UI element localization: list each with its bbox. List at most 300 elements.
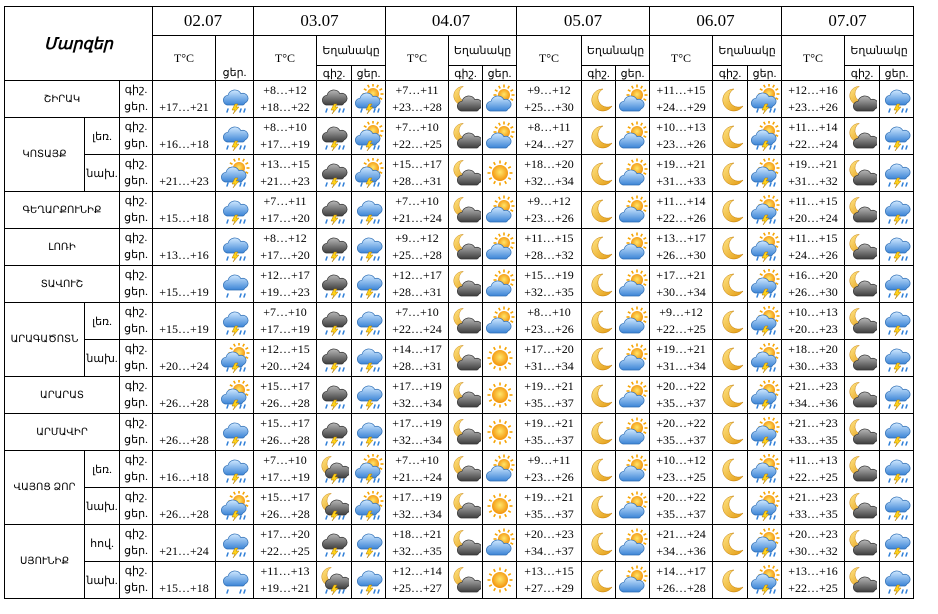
weather-cell-day xyxy=(352,414,386,451)
weather-cell-day xyxy=(616,229,650,266)
storm-cloud-icon xyxy=(220,417,250,447)
weather-cell-night xyxy=(317,451,352,488)
moon-icon xyxy=(715,84,745,114)
night-temp: +8…+11 xyxy=(527,120,571,134)
moon-icon xyxy=(584,565,614,595)
weather-cell-night xyxy=(713,451,748,488)
weather-cell-night xyxy=(449,81,483,118)
night-temp: +12…+15 xyxy=(260,342,310,356)
temperature-cell xyxy=(254,303,317,340)
weather-cell-day xyxy=(352,266,386,303)
temperature-cell xyxy=(386,340,449,377)
weather-cell-night xyxy=(713,377,748,414)
weather-cell-day xyxy=(616,562,650,599)
night-temp: +11…+15 xyxy=(788,231,838,245)
region-name: ԱՐԱՐԱՏ xyxy=(5,377,120,414)
storm-cloud-icon xyxy=(882,84,912,114)
weather-cell-day xyxy=(483,414,517,451)
night-temp: +11…+13 xyxy=(260,564,310,578)
weather-cell-night xyxy=(713,414,748,451)
weather-cell-day xyxy=(352,81,386,118)
moon-cloud-icon xyxy=(451,565,481,595)
weather-cell-day xyxy=(748,303,782,340)
weather-cell-night xyxy=(713,303,748,340)
day-subheader: ցեր. xyxy=(352,66,386,81)
storm-cloud-icon xyxy=(354,306,384,336)
rain-cloud-icon xyxy=(220,565,250,595)
temperature-cell xyxy=(254,266,317,303)
weather-cell xyxy=(216,488,254,525)
day-temp: +28…+32 xyxy=(524,248,574,262)
storm-cloud-icon xyxy=(882,195,912,225)
night-temp: +15…+17 xyxy=(392,157,442,171)
temperature-cell xyxy=(254,451,317,488)
forecast-body xyxy=(5,81,914,599)
night-temp: +8…+12 xyxy=(263,83,307,97)
moon-cloud-icon xyxy=(847,491,877,521)
day-temp: +30…+32 xyxy=(788,544,838,558)
weather-cell-day xyxy=(748,340,782,377)
night-temp: +20…+22 xyxy=(656,490,706,504)
weather-cell-night xyxy=(449,377,483,414)
weather-cell-night xyxy=(582,155,616,192)
night-temp: +17…+21 xyxy=(656,268,706,282)
sun-cloud-icon xyxy=(485,269,515,299)
sun-cloud-icon xyxy=(618,84,648,114)
temperature-cell xyxy=(386,81,449,118)
sun-cloud-icon xyxy=(618,491,648,521)
sun-cloud-icon xyxy=(618,158,648,188)
moon-cloud-icon xyxy=(451,195,481,225)
night-temp: +18…+21 xyxy=(392,527,442,541)
temperature-cell xyxy=(517,340,582,377)
sun-storm-icon xyxy=(750,417,780,447)
day-temp: +32…+34 xyxy=(524,174,574,188)
temperature-cell xyxy=(254,229,317,266)
storm-cloud-icon xyxy=(882,232,912,262)
weather-cell-day xyxy=(880,340,914,377)
sun-cloud-icon xyxy=(618,565,648,595)
day-temp: +25…+27 xyxy=(392,581,442,595)
night-temp: +12…+17 xyxy=(392,268,442,282)
temp-header: T°C xyxy=(153,36,216,81)
weather-cell-night xyxy=(845,303,880,340)
moon-cloud-icon xyxy=(451,417,481,447)
weather-cell-day xyxy=(352,192,386,229)
temperature-cell xyxy=(153,525,216,562)
temperature-cell xyxy=(386,488,449,525)
weather-cell-night xyxy=(582,488,616,525)
weather-cell-night xyxy=(713,525,748,562)
weather-cell-night xyxy=(582,229,616,266)
weather-cell-day xyxy=(483,562,517,599)
temperature-cell xyxy=(254,377,317,414)
day-temp: +26…+28 xyxy=(260,396,310,410)
weather-cell xyxy=(216,340,254,377)
dark-rain-cloud-icon xyxy=(319,306,349,336)
moon-icon xyxy=(715,121,745,151)
temperature-cell xyxy=(650,266,713,303)
dark-rain-cloud-icon xyxy=(319,232,349,262)
moon-icon xyxy=(715,158,745,188)
weather-cell-day xyxy=(880,525,914,562)
temperature-cell xyxy=(650,118,713,155)
weather-cell-day xyxy=(483,451,517,488)
temperature-cell xyxy=(386,155,449,192)
weather-header: Եղանակը xyxy=(713,36,782,66)
day-temp: +34…+36 xyxy=(788,396,838,410)
night-subheader: գիշ. xyxy=(845,66,880,81)
dark-rain-cloud-icon xyxy=(319,380,349,410)
night-temp: +18…+20 xyxy=(788,342,838,356)
weather-cell-night xyxy=(845,81,880,118)
weather-cell-day xyxy=(748,525,782,562)
day-temp: +28…+31 xyxy=(392,285,442,299)
temperature-cell xyxy=(386,414,449,451)
day-temp: +17…+20 xyxy=(260,248,310,262)
weather-cell-night xyxy=(713,488,748,525)
moon-icon xyxy=(584,491,614,521)
weather-cell-night xyxy=(582,81,616,118)
weather-cell-night xyxy=(317,266,352,303)
day-night-label: գիշ. ցեր. xyxy=(120,377,153,414)
weather-cell-night xyxy=(317,81,352,118)
weather-cell-day xyxy=(748,229,782,266)
day-temp: +31…+34 xyxy=(656,359,706,373)
storm-cloud-icon xyxy=(220,306,250,336)
weather-cell-night xyxy=(582,303,616,340)
storm-cloud-icon xyxy=(220,195,250,225)
weather-cell xyxy=(216,451,254,488)
weather-cell xyxy=(216,525,254,562)
weather-cell-day xyxy=(483,118,517,155)
storm-cloud-icon xyxy=(220,528,250,558)
temperature-cell xyxy=(517,303,582,340)
moon-cloud-icon xyxy=(451,232,481,262)
weather-cell-night xyxy=(449,414,483,451)
weather-cell xyxy=(216,192,254,229)
weather-cell-night xyxy=(582,562,616,599)
night-temp: +13…+17 xyxy=(656,231,706,245)
temperature-cell xyxy=(386,525,449,562)
night-temp: +13…+16 xyxy=(788,564,838,578)
temperature-cell xyxy=(650,562,713,599)
night-temp: +19…+21 xyxy=(524,379,574,393)
temperature-cell xyxy=(386,229,449,266)
sun-storm-icon xyxy=(750,158,780,188)
table-row xyxy=(5,303,914,340)
moon-icon xyxy=(584,343,614,373)
weather-cell-day xyxy=(352,562,386,599)
temperature-cell xyxy=(650,229,713,266)
table-row xyxy=(5,377,914,414)
sun-icon xyxy=(485,565,515,595)
weather-cell-night xyxy=(845,266,880,303)
temperature-cell xyxy=(782,266,845,303)
night-temp: +21…+24 xyxy=(656,527,706,541)
night-temp: +19…+21 xyxy=(656,157,706,171)
weather-cell-day xyxy=(352,525,386,562)
day-night-label: գիշ. ցեր. xyxy=(120,525,153,562)
day-temp: +21…+23 xyxy=(159,174,209,188)
weather-cell xyxy=(216,155,254,192)
day-night-label: գիշ. ցեր. xyxy=(120,118,153,155)
sun-storm-icon xyxy=(220,380,250,410)
weather-cell-day xyxy=(483,488,517,525)
sun-storm-icon xyxy=(750,195,780,225)
moon-icon xyxy=(715,343,745,373)
night-temp: +9…+11 xyxy=(527,453,571,467)
weather-cell-day xyxy=(483,377,517,414)
temperature-cell xyxy=(782,414,845,451)
temperature-cell xyxy=(650,81,713,118)
day-temp: +21…+23 xyxy=(260,174,310,188)
sun-cloud-icon xyxy=(618,417,648,447)
day-temp: +35…+37 xyxy=(656,507,706,521)
temperature-cell xyxy=(650,488,713,525)
weather-cell-day xyxy=(748,451,782,488)
table-row xyxy=(5,118,914,155)
weather-cell-day xyxy=(616,192,650,229)
night-temp: +17…+20 xyxy=(524,342,574,356)
storm-cloud-icon xyxy=(882,380,912,410)
weather-cell xyxy=(216,81,254,118)
temp-header: T°C xyxy=(386,36,449,81)
weather-cell-day xyxy=(616,414,650,451)
weather-header: Եղանակը xyxy=(582,36,650,66)
day-temp: +23…+26 xyxy=(524,470,574,484)
weather-cell-night xyxy=(317,562,352,599)
day-night-label: գիշ. ցեր. xyxy=(120,303,153,340)
sun-cloud-icon xyxy=(485,528,515,558)
day-temp: +26…+28 xyxy=(260,507,310,521)
night-temp: +7…+10 xyxy=(395,194,439,208)
temperature-cell xyxy=(782,340,845,377)
temperature-cell xyxy=(650,525,713,562)
storm-cloud-icon xyxy=(354,528,384,558)
weather-cell-day xyxy=(483,340,517,377)
moon-icon xyxy=(584,121,614,151)
temperature-cell xyxy=(517,414,582,451)
night-temp: +19…+21 xyxy=(524,416,574,430)
weather-cell-night xyxy=(845,488,880,525)
moon-cloud-icon xyxy=(451,158,481,188)
night-temp: +14…+17 xyxy=(656,564,706,578)
moon-icon xyxy=(584,232,614,262)
night-temp: +8…+12 xyxy=(263,231,307,245)
sun-storm-icon xyxy=(750,232,780,262)
moon-icon xyxy=(584,84,614,114)
day-subheader: ցեր. xyxy=(616,66,650,81)
temperature-cell xyxy=(254,192,317,229)
night-temp: +7…+11 xyxy=(395,83,439,97)
day-temp: +24…+26 xyxy=(788,248,838,262)
weather-cell-day xyxy=(880,155,914,192)
sun-cloud-icon xyxy=(485,195,515,225)
moon-storm-icon xyxy=(319,454,349,484)
table-row xyxy=(5,414,914,451)
weather-cell-night xyxy=(713,118,748,155)
sun-storm-icon xyxy=(220,158,250,188)
day-temp: +22…+25 xyxy=(788,470,838,484)
night-temp: +19…+21 xyxy=(788,157,838,171)
sun-storm-icon xyxy=(750,343,780,373)
weather-header: Եղանակը xyxy=(449,36,517,66)
weather-cell-night xyxy=(317,377,352,414)
weather-cell-night xyxy=(845,229,880,266)
night-temp: +20…+22 xyxy=(656,379,706,393)
night-temp: +8…+10 xyxy=(263,120,307,134)
moon-cloud-icon xyxy=(451,306,481,336)
rain-cloud-icon xyxy=(220,269,250,299)
day-temp: +32…+34 xyxy=(392,433,442,447)
subregion-label: հով. xyxy=(85,525,120,562)
night-subheader: գիշ. xyxy=(582,66,616,81)
day-temp: +15…+19 xyxy=(159,285,209,299)
weather-header: Եղանակը xyxy=(317,36,386,66)
temperature-cell xyxy=(386,266,449,303)
day-temp: +35…+37 xyxy=(656,433,706,447)
night-temp: +13…+15 xyxy=(524,564,574,578)
weather-cell-night xyxy=(449,488,483,525)
weather-cell-day xyxy=(352,155,386,192)
day-temp: +15…+18 xyxy=(159,211,209,225)
date-header: 07.07 xyxy=(782,7,914,36)
night-temp: +11…+15 xyxy=(656,83,706,97)
temperature-cell xyxy=(386,192,449,229)
weather-cell-day xyxy=(352,377,386,414)
day-temp: +30…+34 xyxy=(656,285,706,299)
day-temp: +23…+26 xyxy=(524,211,574,225)
weather-cell-night xyxy=(449,266,483,303)
weather-cell-night xyxy=(845,340,880,377)
temp-header: T°C xyxy=(517,36,582,81)
day-temp: +23…+26 xyxy=(524,322,574,336)
region-name: ԱՐԱԳԱԾՈՏՆ xyxy=(5,303,85,377)
weather-cell xyxy=(216,562,254,599)
day-temp: +26…+28 xyxy=(656,581,706,595)
subregion-label: լեռ. xyxy=(85,303,120,340)
moon-icon xyxy=(715,306,745,336)
weather-cell-day xyxy=(748,192,782,229)
sun-storm-icon xyxy=(750,491,780,521)
weather-cell-day xyxy=(616,266,650,303)
moon-cloud-icon xyxy=(451,491,481,521)
table-row xyxy=(5,340,914,377)
day-night-label: գիշ. ցեր. xyxy=(120,451,153,488)
night-temp: +12…+16 xyxy=(788,83,838,97)
day-temp: +26…+28 xyxy=(159,507,209,521)
moon-cloud-icon xyxy=(847,84,877,114)
temperature-cell xyxy=(153,488,216,525)
moon-icon xyxy=(584,195,614,225)
subregion-label: նախ. xyxy=(85,488,120,525)
storm-cloud-icon xyxy=(354,417,384,447)
sun-cloud-icon xyxy=(618,528,648,558)
moon-icon xyxy=(715,454,745,484)
day-temp: +33…+35 xyxy=(788,433,838,447)
weather-cell-day xyxy=(616,81,650,118)
moon-cloud-icon xyxy=(451,380,481,410)
weather-cell-day xyxy=(748,266,782,303)
weather-cell-day xyxy=(748,155,782,192)
weather-cell-day xyxy=(616,155,650,192)
sun-cloud-icon xyxy=(618,195,648,225)
day-temp: +26…+28 xyxy=(159,433,209,447)
night-temp: +13…+15 xyxy=(260,157,310,171)
day-temp: +23…+26 xyxy=(788,100,838,114)
temperature-cell xyxy=(386,303,449,340)
weather-cell-night xyxy=(845,451,880,488)
night-temp: +20…+23 xyxy=(788,527,838,541)
sun-cloud-icon xyxy=(485,306,515,336)
weather-cell-night xyxy=(582,118,616,155)
weather-header-empty xyxy=(216,36,254,66)
moon-cloud-icon xyxy=(451,269,481,299)
day-night-label: գիշ. ցեր. xyxy=(120,266,153,303)
weather-cell-night xyxy=(449,340,483,377)
day-temp: +20…+23 xyxy=(788,322,838,336)
day-temp: +31…+33 xyxy=(656,174,706,188)
day-temp: +35…+37 xyxy=(524,507,574,521)
storm-cloud-icon xyxy=(220,121,250,151)
temperature-cell xyxy=(254,488,317,525)
day-temp: +19…+21 xyxy=(260,581,310,595)
day-temp: +26…+30 xyxy=(656,248,706,262)
weather-cell-day xyxy=(880,118,914,155)
weather-cell-day xyxy=(352,340,386,377)
day-temp: +16…+18 xyxy=(159,137,209,151)
storm-cloud-icon xyxy=(882,491,912,521)
temperature-cell xyxy=(517,192,582,229)
weather-cell-night xyxy=(317,229,352,266)
day-subheader: ցեր. xyxy=(880,66,914,81)
moon-cloud-icon xyxy=(847,343,877,373)
weather-cell-night xyxy=(845,192,880,229)
day-temp: +22…+25 xyxy=(656,322,706,336)
day-temp: +32…+35 xyxy=(392,544,442,558)
moon-cloud-icon xyxy=(847,269,877,299)
day-temp: +23…+26 xyxy=(656,137,706,151)
region-name: ՏԱՎՈՒՇ xyxy=(5,266,120,303)
night-temp: +21…+23 xyxy=(788,490,838,504)
day-temp: +31…+32 xyxy=(788,174,838,188)
temperature-cell xyxy=(153,155,216,192)
night-temp: +10…+13 xyxy=(656,120,706,134)
moon-icon xyxy=(715,232,745,262)
weather-cell-night xyxy=(449,192,483,229)
storm-cloud-icon xyxy=(220,454,250,484)
temperature-cell xyxy=(254,118,317,155)
storm-cloud-icon xyxy=(882,269,912,299)
day-temp: +20…+24 xyxy=(159,359,209,373)
sun-icon xyxy=(485,417,515,447)
weather-cell-night xyxy=(713,229,748,266)
weather-cell-night xyxy=(713,562,748,599)
storm-cloud-icon xyxy=(220,84,250,114)
weather-cell-day xyxy=(616,118,650,155)
night-temp: +11…+14 xyxy=(788,120,838,134)
temperature-cell xyxy=(782,192,845,229)
sun-cloud-icon xyxy=(618,121,648,151)
day-temp: +23…+25 xyxy=(656,470,706,484)
region-name: ՍՅՈՒՆԻՔ xyxy=(5,525,85,599)
day-night-label: գիշ. ցեր. xyxy=(120,562,153,599)
weather-cell-night xyxy=(582,377,616,414)
temperature-cell xyxy=(517,451,582,488)
dark-rain-cloud-icon xyxy=(319,528,349,558)
temperature-cell xyxy=(153,303,216,340)
